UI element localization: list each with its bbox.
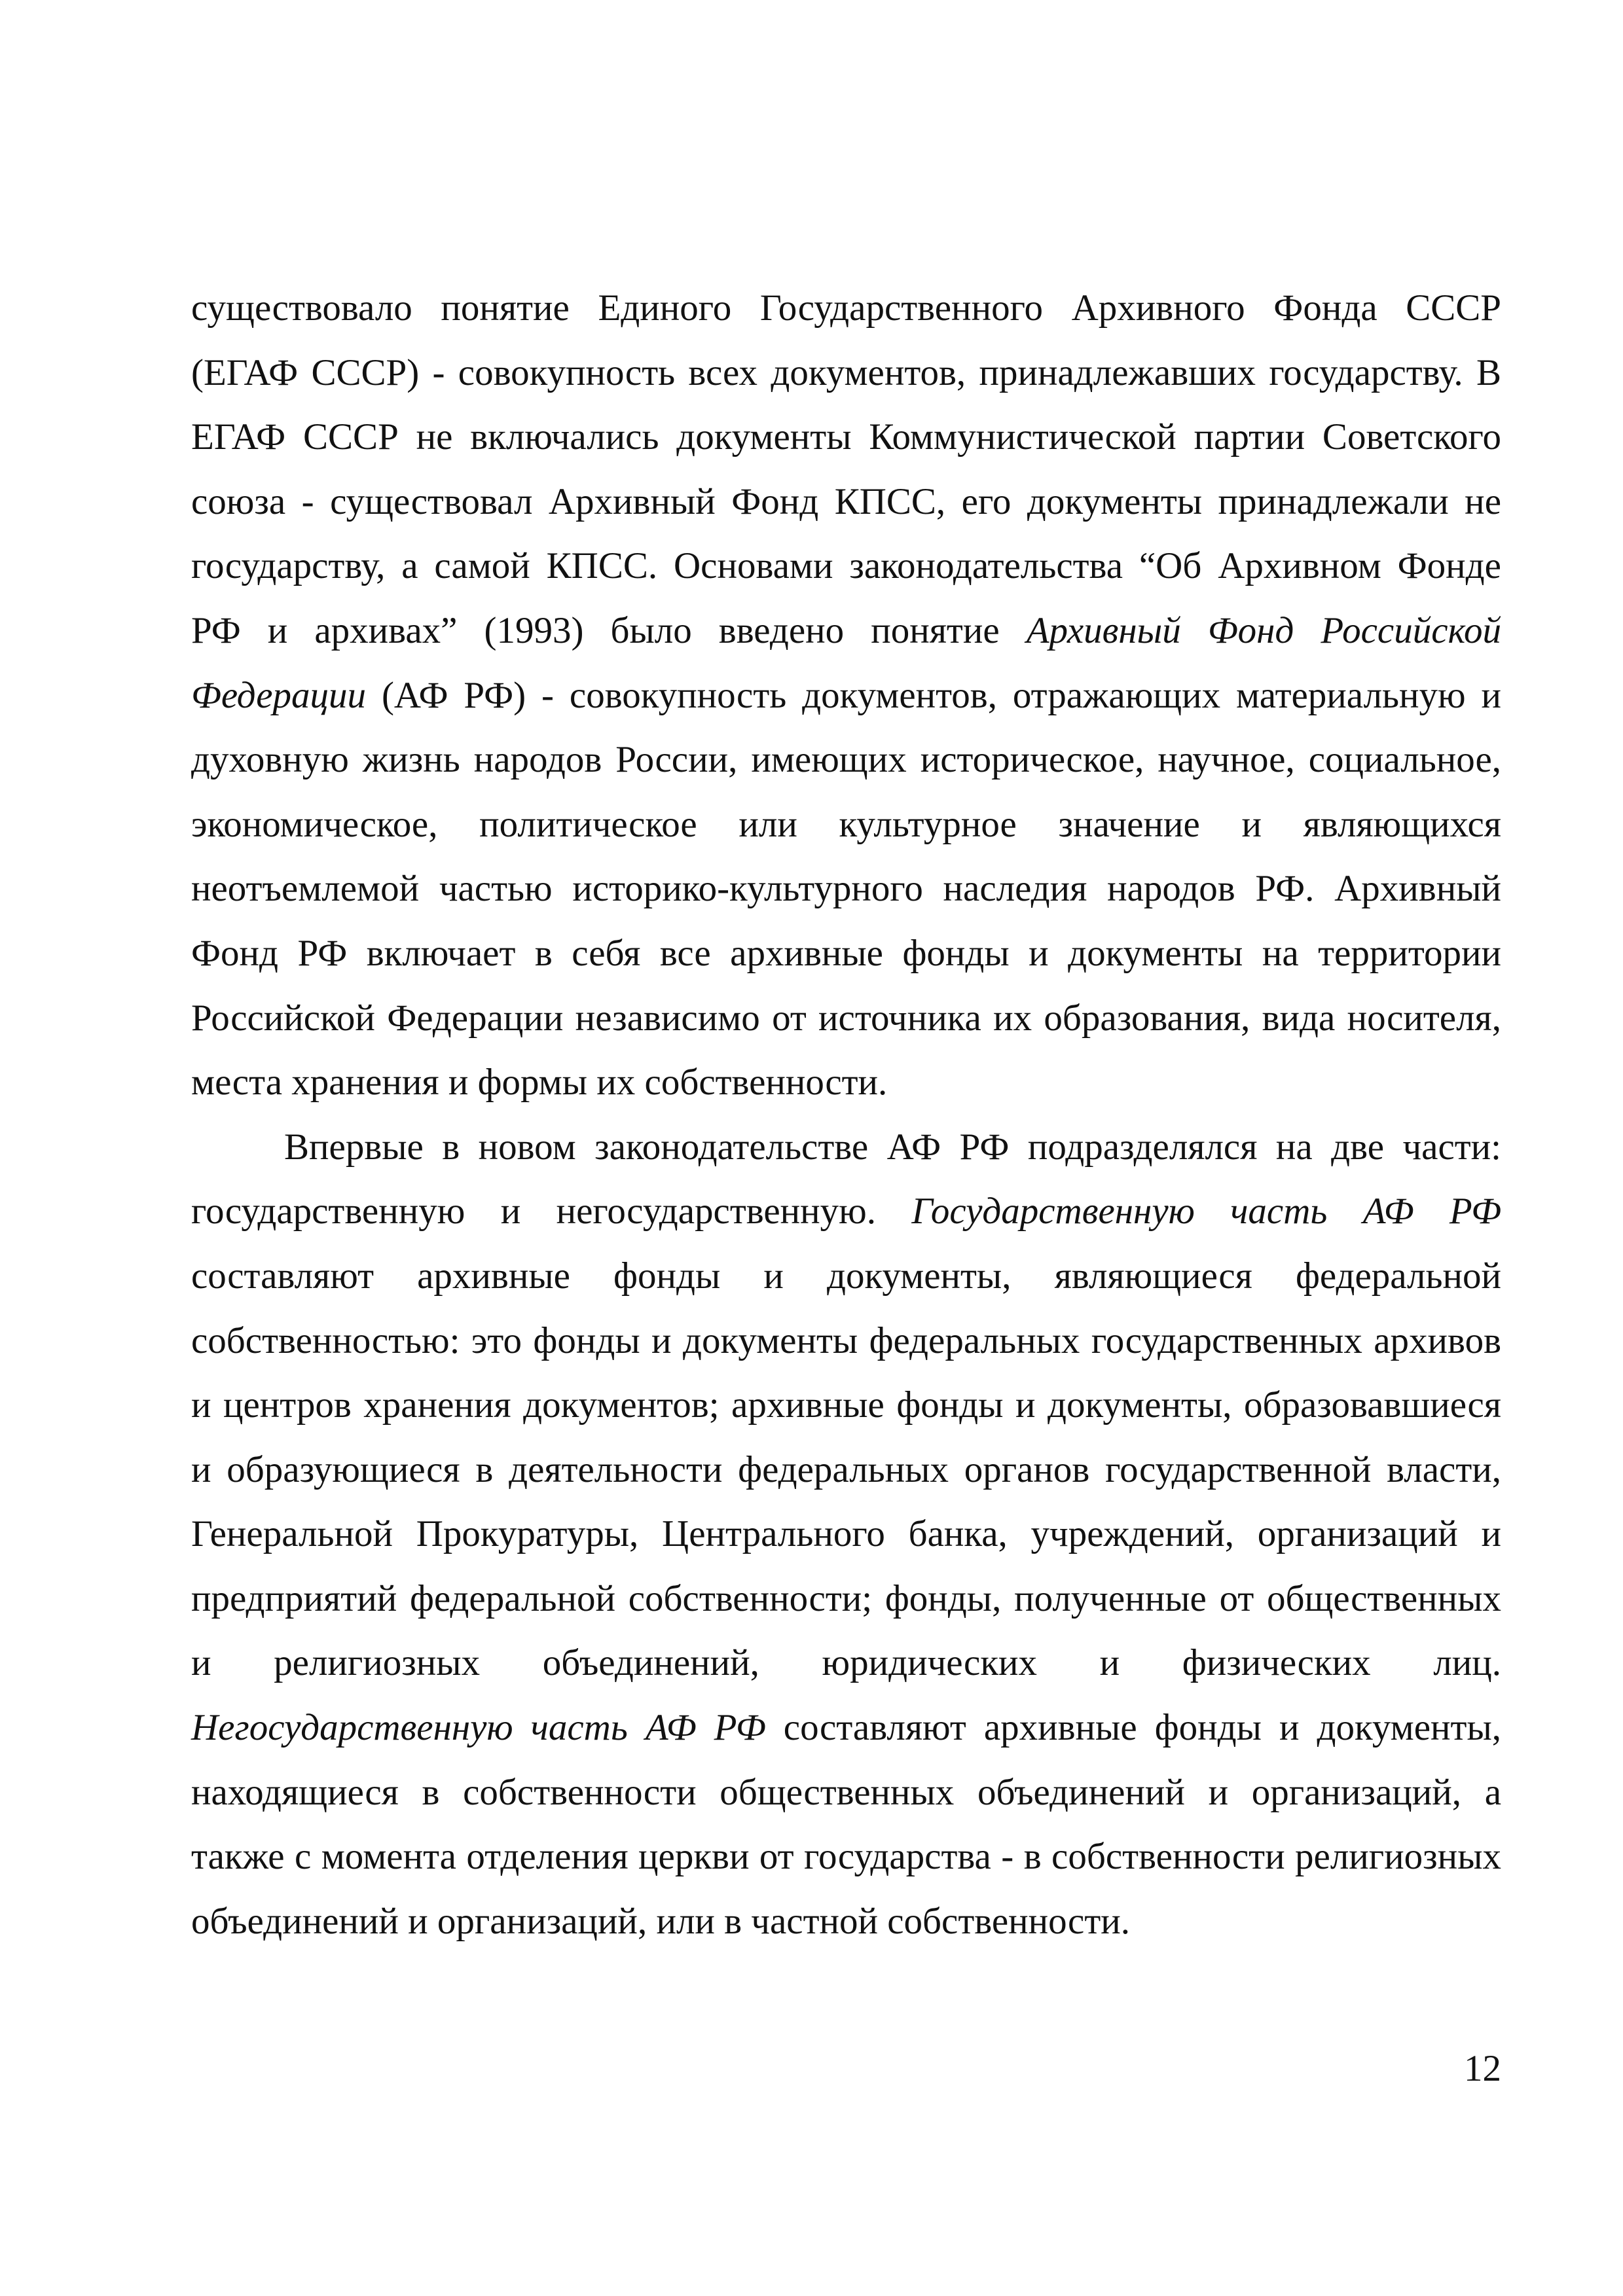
- paragraph-2-text-continued: составляют архивные фонды и документы, являющиеся федеральной собственностью: это фонды и документы федеральных государственных архивов и центров хранения документов; архивные фонды и документы, образовавшиеся и образующиеся в деятельности федеральных органов государственной власти, Генеральной Прокуратуры, Центрального банка, учреждений, организаций и предприятий федеральной собственности; фонды, полученные от общественных и религиозных объединений, юридических и физических лиц.: [191, 1255, 1501, 1684]
- paragraph-2-text: Впервые в новом законодательстве АФ РФ подразделялся на две части: государственную и негосударственную.: [191, 1126, 1501, 1232]
- paragraph-2-italic-term-state: Государственную часть АФ РФ: [911, 1191, 1501, 1232]
- page-number: 12: [1464, 2048, 1501, 2089]
- paragraph-2-text-end: составляют архивные фонды и документы, находящиеся в собственности общественных объединений и организаций, а также с момента отделения церкви от государства - в собственности религиозных объединений и организаций, или в частной собственности.: [191, 1707, 1501, 1942]
- body-text: [191, 276, 1501, 1954]
- paragraph-2-italic-term-nonstate: Негосударственную часть АФ РФ: [191, 1707, 766, 1749]
- paragraph-2: [191, 1115, 1501, 1954]
- paragraph-1: [191, 276, 1501, 1115]
- paragraph-1-italic-term: Архивный Фонд Российской Федерации: [191, 609, 1501, 716]
- paragraph-1-text: существовало понятие Единого Государственного Архивного Фонда СССР (ЕГАФ СССР) - совокупность всех документов, принадлежавших государству. В ЕГАФ СССР не включались документы Коммунистической партии Советского союза - существовал Архивный Фонд КПСС, его документы принадлежали не государству, а самой КПСС. Основами законодательства “Об Архивном Фонде РФ и архивах” (1993) было введено понятие: [191, 287, 1501, 651]
- paragraph-1-text-continued: (АФ РФ) - совокупность документов, отражающих материальную и духовную жизнь народов России, имеющих историческое, научное, социальное, экономическое, политическое или культурное значение и являющихся неотъемлемой частью историко-культурного наследия народов РФ. Архивный Фонд РФ включает в себя все архивные фонды и документы на территории Российской Федерации независимо от источника их образования, вида носителя, места хранения и формы их собственности.: [191, 674, 1501, 1103]
